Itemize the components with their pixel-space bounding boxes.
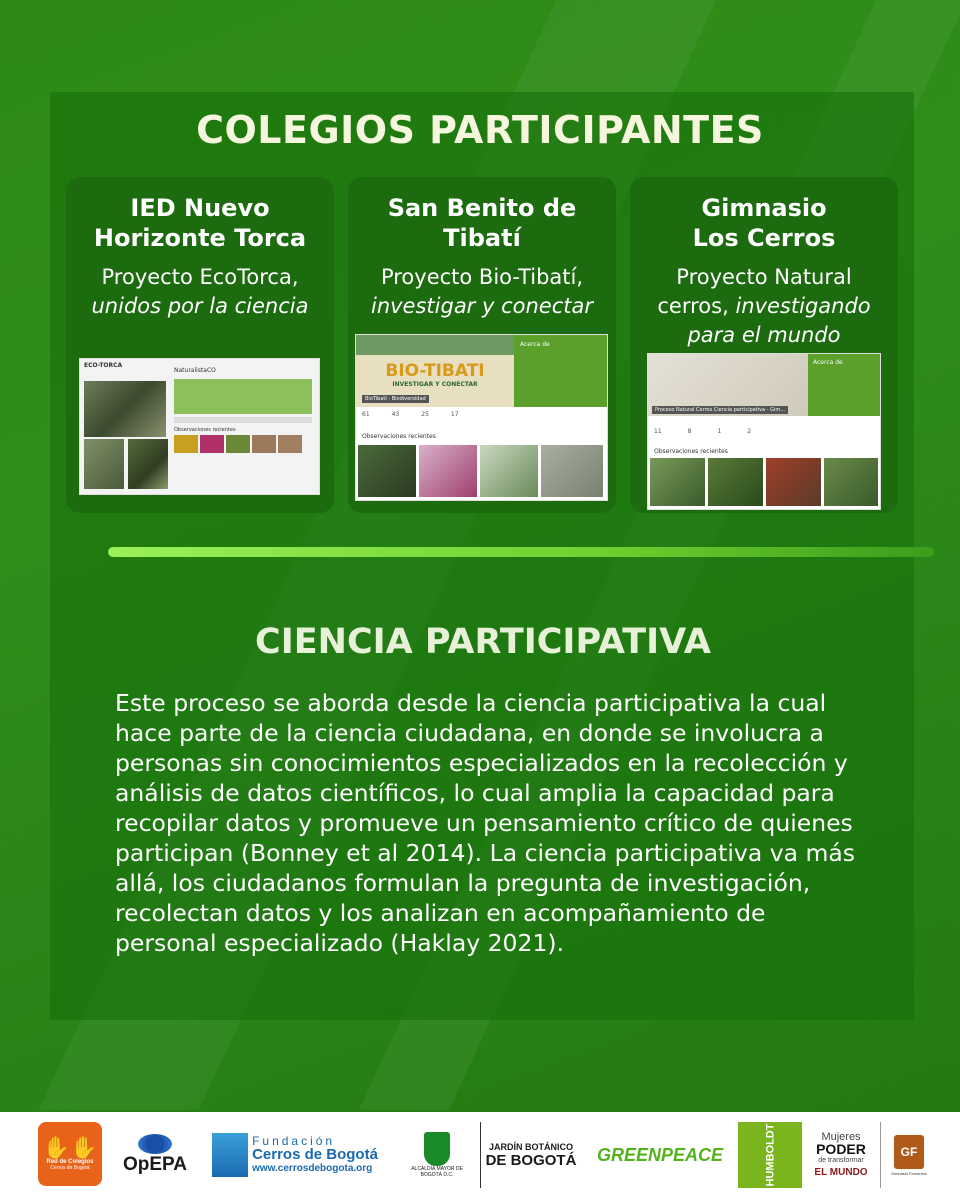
stat-observations: 11 xyxy=(654,428,662,435)
screenshot-section: Observaciones recientes xyxy=(174,427,236,433)
school-name-line2: Horizonte Torca xyxy=(93,224,307,252)
obs-thumb-4 xyxy=(824,458,878,506)
school-name xyxy=(348,193,616,253)
obs-thumb-4 xyxy=(252,435,276,453)
about-label: Acerca de xyxy=(813,359,843,366)
banner-leaves xyxy=(356,335,514,355)
mujeres-line3: de transformar xyxy=(818,1157,864,1164)
page-title: COLEGIOS PARTICIPANTES xyxy=(196,108,764,152)
school-name-line1: IED Nuevo xyxy=(130,194,270,222)
obs-thumb-2 xyxy=(708,458,763,506)
obs-thumb-1 xyxy=(650,458,705,506)
school-name-line2: Tibatí xyxy=(443,224,521,252)
jardin-line1: JARDÍN BOTÁNICO xyxy=(488,1141,573,1152)
screenshot-logo: ECO-TORCA xyxy=(84,362,123,369)
stats-row xyxy=(654,428,874,440)
stat-identifiers: 25 xyxy=(421,411,429,418)
project-description xyxy=(352,263,612,321)
students-photo xyxy=(84,439,124,489)
humboldt-logo xyxy=(738,1122,802,1188)
mujeres-poder-logo xyxy=(808,1122,874,1188)
obs-thumb-2 xyxy=(419,445,477,497)
mujeres-line4: EL MUNDO xyxy=(814,1167,868,1178)
project-tagline: investigando xyxy=(735,294,871,318)
obs-thumb-3 xyxy=(480,445,538,497)
obs-thumb-5 xyxy=(278,435,302,453)
greenpeace-text: GREENPEACE xyxy=(596,1144,724,1165)
alcaldia-text: ALCALDÍA MAYOR DE BOGOTÁ D.C. xyxy=(411,1166,463,1178)
divider-bar xyxy=(108,547,934,557)
obs-thumb-2 xyxy=(200,435,224,453)
mountain-icon xyxy=(212,1133,248,1177)
about-panel xyxy=(514,335,607,407)
obs-thumb-3 xyxy=(766,458,821,506)
project-screenshot xyxy=(647,353,881,510)
stats-row xyxy=(362,411,602,425)
screenshot-section: Observaciones recientes xyxy=(654,448,728,455)
school-card-cerros xyxy=(630,177,898,513)
greenpeace-logo xyxy=(595,1122,725,1188)
shield-icon xyxy=(424,1132,450,1166)
obs-thumb-1 xyxy=(174,435,198,453)
school-name-line2: Los Cerros xyxy=(692,224,836,252)
banner-subtitle: INVESTIGAR Y CONECTAR xyxy=(392,381,478,388)
project-screenshot xyxy=(355,334,608,501)
alcaldia-logo xyxy=(405,1122,469,1188)
stat-observers: 17 xyxy=(450,411,459,418)
screenshot-header: NaturalistaCO xyxy=(174,367,216,374)
section-body: Este proceso se aborda desde la ciencia participativa la cual hace parte de la ciencia ciudadana, en donde se involucra a personas sin conocimientos especializados en la recolección y análisis de datos científicos, lo cual amplia la capacidad para recopilar datos y promueve un pensamiento crítico de quienes participan (Bonney et al 2014). La ciencia participativa va más allá, los ciudadanos formulan la pregunta de investigación, recolectan datos y los analizan en acompañamiento de personal especializado (Haklay 2021). xyxy=(115,689,856,957)
mujeres-line2: PODER xyxy=(816,1141,866,1157)
project-screenshot xyxy=(79,358,320,495)
opepa-text: OpEPA xyxy=(122,1154,188,1175)
opepa-logo xyxy=(120,1122,190,1188)
obs-thumb-1 xyxy=(358,445,416,497)
stats-row xyxy=(174,417,312,423)
stat-observations: 61 xyxy=(362,411,370,418)
school-name xyxy=(66,193,334,253)
about-label: Acerca de xyxy=(520,341,550,348)
project-description xyxy=(634,263,894,350)
hands-icon: ✋✋ xyxy=(42,1135,98,1160)
stat-identifiers: 1 xyxy=(717,428,722,435)
project-title: Proyecto Bio-Tibatí, xyxy=(380,265,584,289)
footer-logos xyxy=(0,1112,960,1200)
project-title: Proyecto EcoTorca, xyxy=(101,265,299,289)
section-heading: CIENCIA PARTICIPATIVA xyxy=(255,622,711,662)
project-description xyxy=(70,263,330,321)
about-panel xyxy=(808,354,880,416)
screenshot-section: Observaciones recientes xyxy=(362,433,436,440)
red-colegios-subtext: Cerros de Bogotá xyxy=(50,1165,90,1171)
obs-thumb-4 xyxy=(541,445,603,497)
screenshot-tag: BioTibatí - Biodiversidad xyxy=(362,395,429,403)
fundacion-cerros-logo xyxy=(205,1122,385,1188)
school-name-line1: San Benito de xyxy=(387,194,577,222)
red-colegios-text: Red de Colegios xyxy=(46,1159,94,1165)
humboldt-text: HUMBOLDT xyxy=(764,1123,776,1187)
mujeres-line1: Mujeres xyxy=(821,1131,861,1143)
field-photo xyxy=(128,439,168,489)
project-tagline-2: para el mundo xyxy=(687,323,841,347)
jardin-line2: DE BOGOTÁ xyxy=(485,1151,577,1169)
screenshot-tag: Proceso Natural Cerros Ciencia participativa - Gim... xyxy=(652,406,788,414)
fundacion-url: www.cerrosdebogota.org xyxy=(252,1163,373,1174)
stat-observers: 2 xyxy=(747,428,752,435)
gf-crest-icon: GF xyxy=(894,1135,924,1169)
banner-green xyxy=(174,379,312,414)
stat-species: 43 xyxy=(391,411,400,418)
school-name xyxy=(630,193,898,253)
gimnasio-femenino-logo xyxy=(880,1122,937,1188)
globe-icon xyxy=(138,1134,172,1154)
jardin-botanico-logo xyxy=(480,1122,581,1188)
fundacion-line1: Fundación xyxy=(252,1134,336,1148)
project-tagline: investigar y conectar xyxy=(370,294,594,318)
stat-species: 8 xyxy=(687,428,692,435)
banner-title: BIO-TIBATI xyxy=(385,361,485,381)
school-card-torca xyxy=(66,177,334,513)
red-colegios-logo xyxy=(38,1122,102,1186)
fundacion-line2: Cerros de Bogotá xyxy=(252,1146,378,1163)
project-title: Proyecto Natural xyxy=(676,265,852,289)
project-tagline: unidos por la ciencia xyxy=(91,294,309,318)
gf-subtext: Gimnasio Femenino xyxy=(891,1170,927,1176)
school-name-line1: Gimnasio xyxy=(701,194,827,222)
project-title-2: cerros, xyxy=(657,294,729,318)
school-card-tibati xyxy=(348,177,616,513)
group-photo xyxy=(84,381,166,437)
obs-thumb-3 xyxy=(226,435,250,453)
